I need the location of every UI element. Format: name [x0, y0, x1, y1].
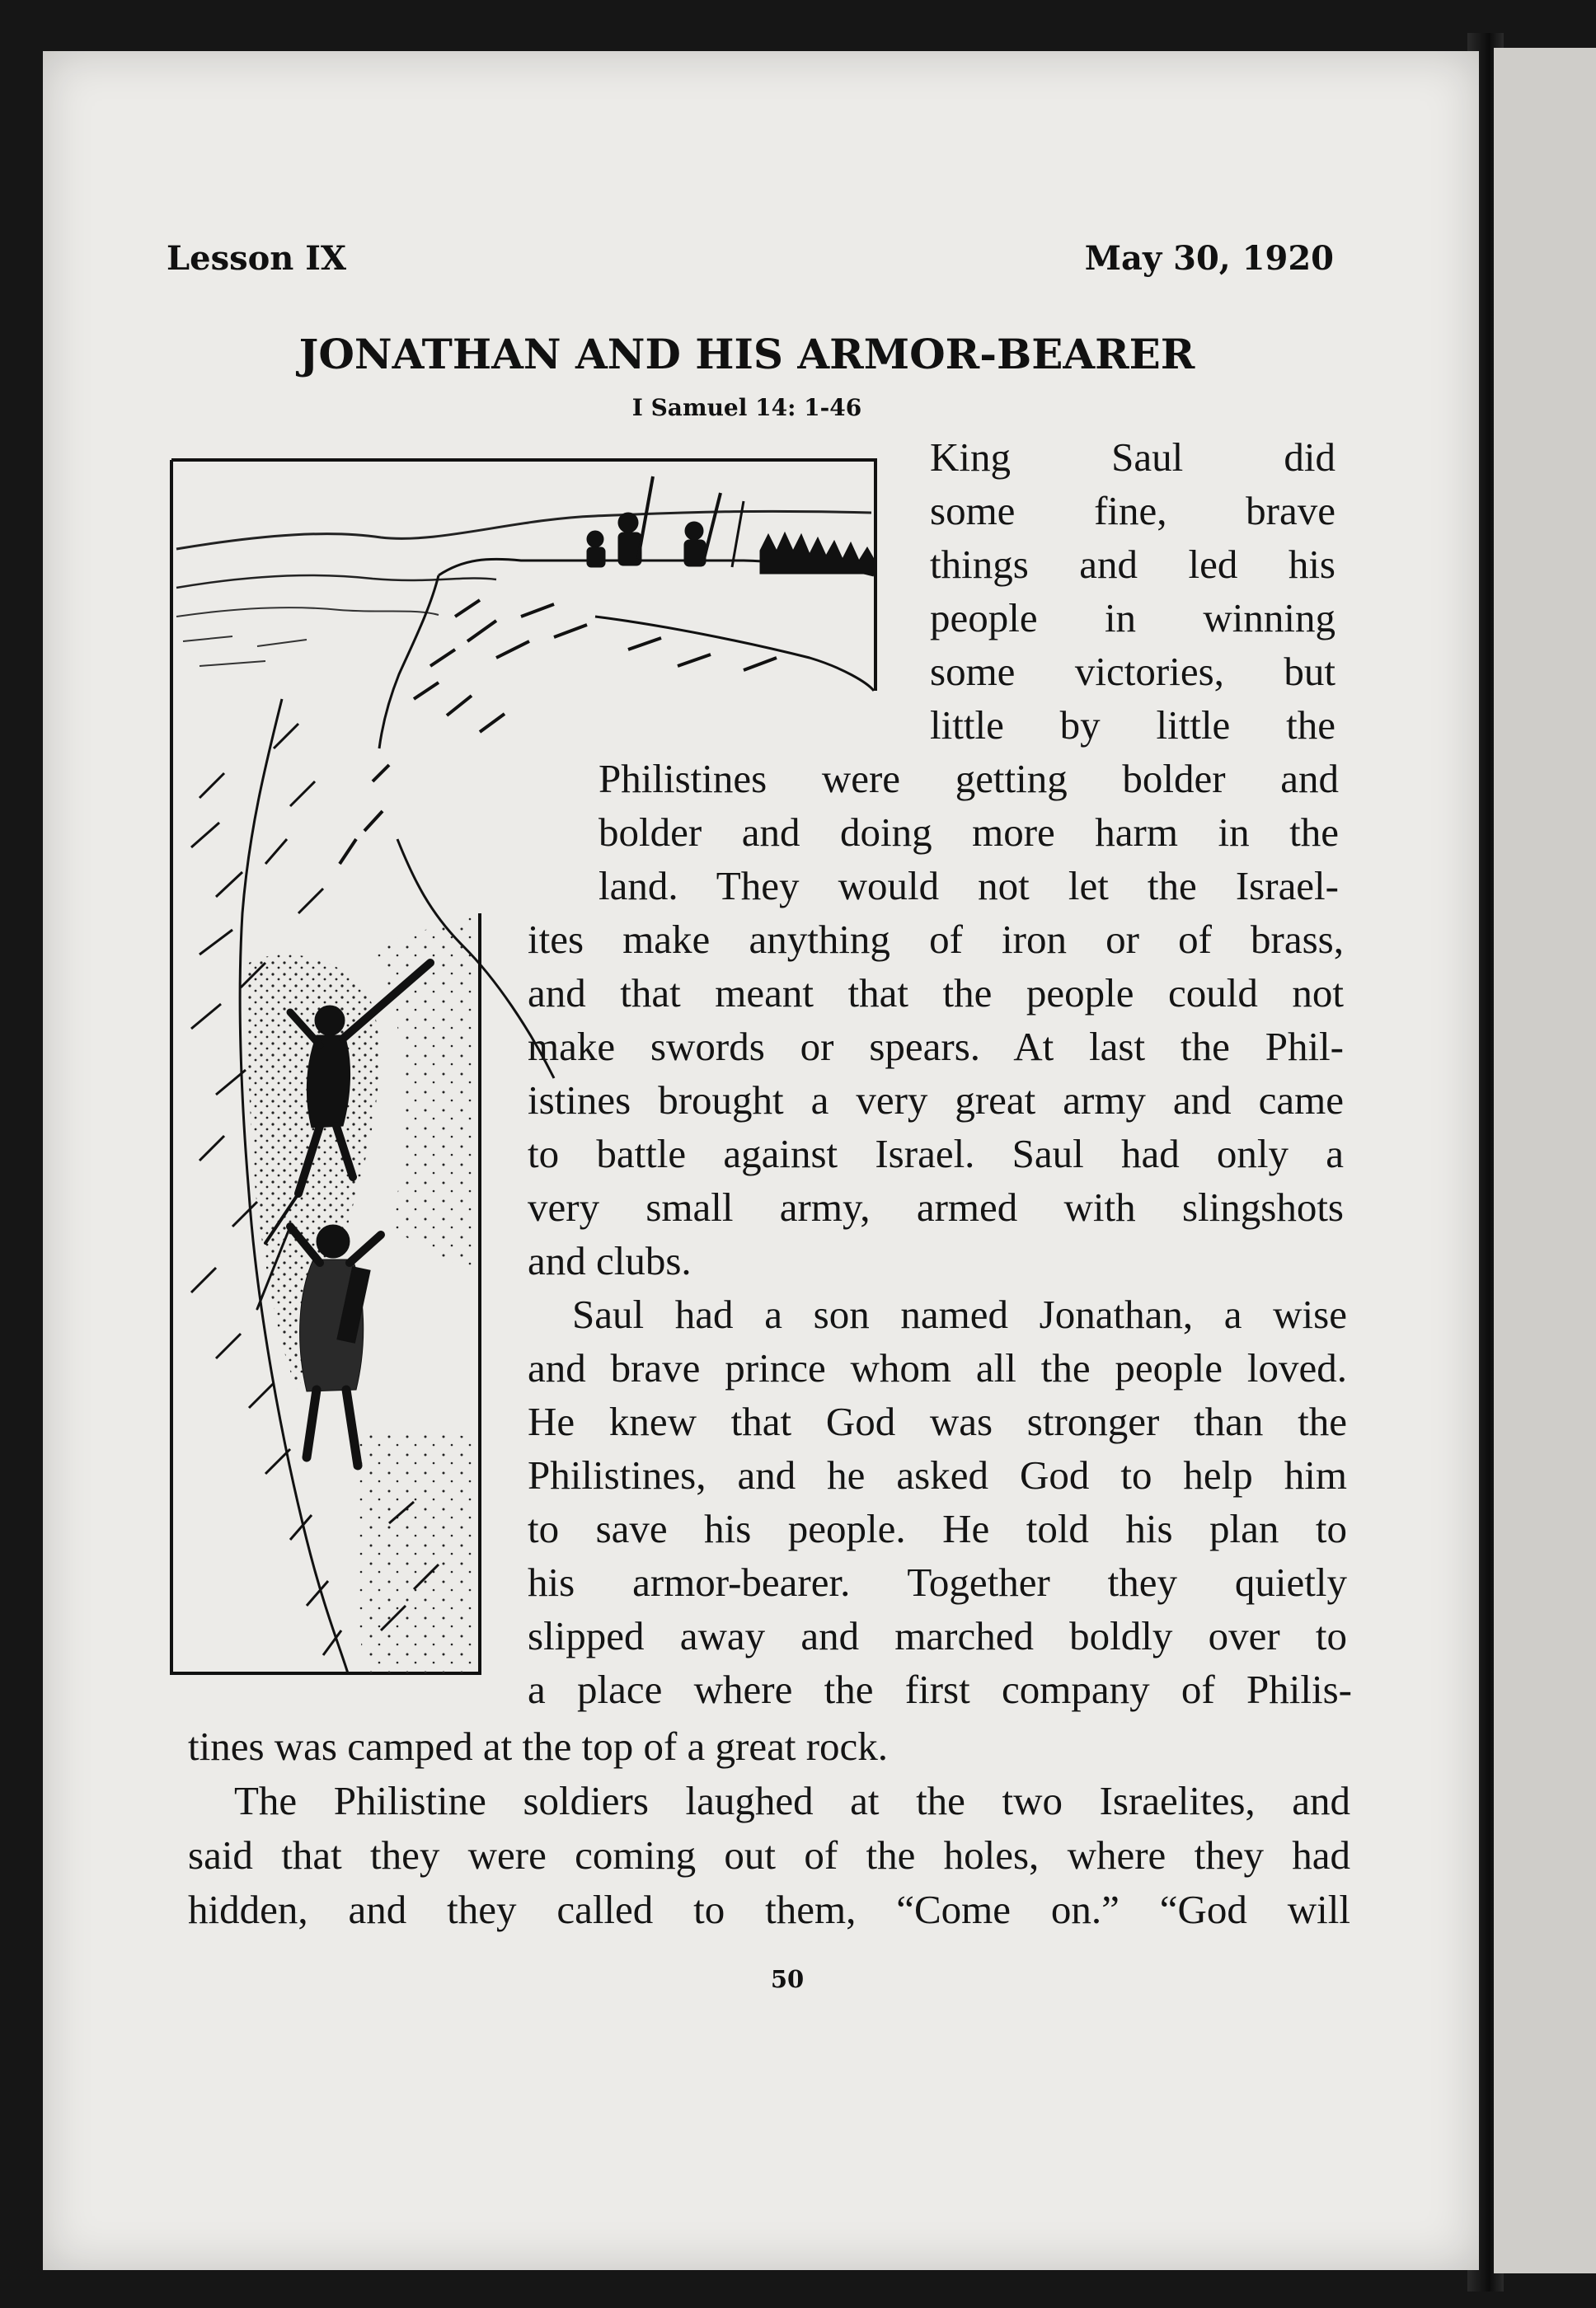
body-line: said that they were coming out of the holes, where they had [188, 1832, 1350, 1878]
body-line: ites make anything of iron or of brass, [528, 917, 1344, 962]
body-line: and that meant that the people could not [528, 970, 1344, 1016]
body-line: slipped away and marched boldly over to [528, 1613, 1347, 1658]
body-line: The Philistine soldiers laughed at the two Israelites, and [234, 1778, 1350, 1823]
body-line: hidden, and they called to them, “Come on.” “God will [188, 1887, 1350, 1932]
body-line: tines was camped at the top of a great rock. [188, 1724, 889, 1769]
body-line: He knew that God was stronger than the [528, 1399, 1347, 1444]
body-line: things and led his [930, 542, 1335, 587]
body-line: and brave prince whom all the people loved. [528, 1345, 1347, 1391]
next-page-edge [1494, 48, 1596, 2273]
body-line: Saul had a son named Jonathan, a wise [572, 1292, 1347, 1337]
body-line: people in winning [930, 595, 1335, 640]
page-title: JONATHAN AND HIS ARMOR-BEARER [298, 330, 1195, 378]
body-line: land. They would not let the Israel- [598, 863, 1339, 908]
body-line: to battle against Israel. Saul had only a [528, 1131, 1344, 1176]
body-line: and clubs. [528, 1238, 692, 1283]
lesson-label: Lesson IX [167, 239, 347, 278]
lesson-date: May 30, 1920 [1084, 239, 1334, 278]
body-line: to save his people. He told his plan to [528, 1506, 1347, 1551]
body-line: a place where the first company of Philis- [528, 1667, 1352, 1712]
body-line: his armor-bearer. Together they quietly [528, 1560, 1347, 1605]
body-line: make swords or spears. At last the Phil- [528, 1024, 1344, 1069]
body-line: some fine, brave [930, 488, 1335, 533]
scripture-reference: I Samuel 14: 1-46 [631, 394, 862, 421]
body-line: bolder and doing more harm in the [598, 809, 1339, 855]
body-line: very small army, armed with slingshots [528, 1184, 1344, 1230]
body-line: some victories, but [930, 649, 1335, 694]
body-line: little by little the [930, 702, 1335, 748]
page-number: 50 [770, 1965, 805, 1993]
body-line: King Saul did [930, 434, 1335, 480]
body-line: Philistines, and he asked God to help him [528, 1452, 1347, 1498]
body-line: istines brought a very great army and came [528, 1077, 1344, 1123]
body-line: Philistines were getting bolder and [598, 756, 1339, 801]
